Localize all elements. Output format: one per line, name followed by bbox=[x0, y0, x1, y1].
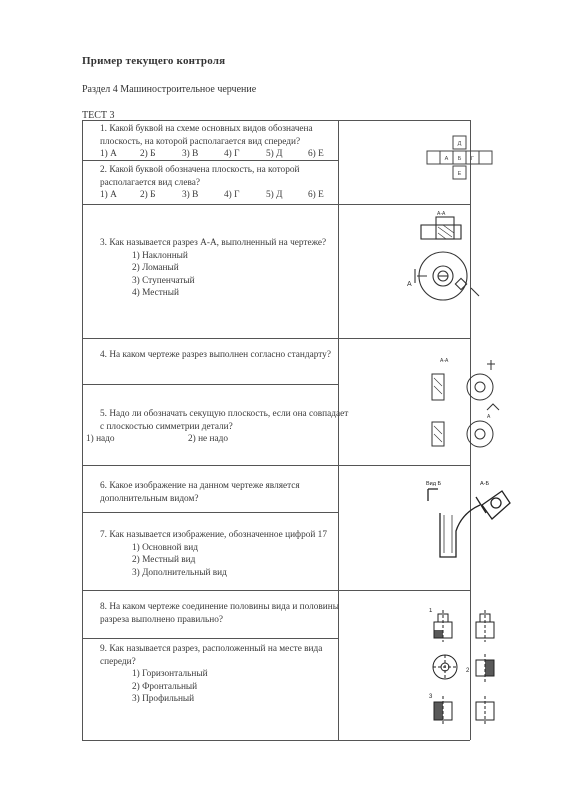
option: 5) Д bbox=[266, 149, 283, 159]
view-label: Б bbox=[457, 156, 462, 162]
cut-label: А bbox=[407, 281, 412, 288]
drawing-section bbox=[432, 422, 444, 446]
section-aa-figure bbox=[405, 206, 485, 316]
question-1 bbox=[100, 123, 336, 161]
question-number: 5. bbox=[100, 409, 107, 419]
drawing-circle bbox=[467, 421, 493, 447]
option: 2) Б bbox=[140, 190, 156, 200]
question-7 bbox=[100, 529, 350, 579]
view-cell bbox=[479, 151, 492, 164]
part-boss bbox=[436, 217, 454, 239]
half-section-figure bbox=[428, 602, 508, 730]
option: 3) Дополнительный вид bbox=[132, 567, 227, 578]
option: 4) Г bbox=[224, 149, 240, 159]
cut-label: А bbox=[487, 414, 491, 420]
view-label: Д bbox=[457, 141, 462, 147]
section-heading: Раздел 4 Машиностроительное черчение bbox=[82, 84, 257, 95]
question-4 bbox=[100, 349, 348, 362]
option: 2) Б bbox=[140, 149, 156, 159]
option: 4) Местный bbox=[132, 288, 179, 298]
options-list bbox=[100, 542, 350, 580]
section-standard-figure bbox=[425, 352, 505, 452]
options-list bbox=[100, 668, 350, 706]
option: 1) Основной вид bbox=[132, 542, 198, 553]
question-text: Какой буквой на схеме основных видов обозначена плоскость, на которой располагается вид спереди? bbox=[100, 124, 313, 147]
options-row bbox=[86, 433, 350, 446]
question-number: 8. bbox=[100, 602, 107, 612]
drawing-circle bbox=[467, 374, 493, 400]
question-2 bbox=[100, 164, 336, 202]
question-number: 4. bbox=[100, 350, 107, 360]
row-divider bbox=[82, 338, 470, 339]
question-text: Как называется разрез А-А, выполненный на чертеже? bbox=[109, 238, 327, 248]
option: 5) Д bbox=[266, 190, 283, 200]
option: 6) Е bbox=[308, 149, 324, 159]
row-divider bbox=[82, 590, 470, 591]
option: 2) не надо bbox=[188, 434, 228, 444]
view-label: А bbox=[444, 156, 449, 162]
section-label: А-Б bbox=[480, 481, 490, 487]
question-number: 9. bbox=[100, 644, 107, 654]
views-scheme-figure bbox=[426, 134, 506, 190]
drawing-hole bbox=[475, 382, 485, 392]
option: 3) Ступенчатый bbox=[132, 275, 195, 286]
option: 3) В bbox=[182, 149, 199, 159]
table-border-bottom bbox=[82, 740, 470, 741]
options-row bbox=[100, 189, 336, 202]
hatching bbox=[438, 225, 454, 239]
part-front-view bbox=[421, 225, 461, 239]
table-border-left bbox=[82, 120, 83, 740]
question-9 bbox=[100, 643, 350, 706]
row-divider bbox=[82, 638, 338, 639]
drawing-number: 1 bbox=[429, 608, 433, 614]
option: 3) Профильный bbox=[132, 694, 195, 704]
question-text: Какое изображение на данном чертеже является дополнительным видом? bbox=[100, 481, 300, 504]
elbow-part bbox=[440, 505, 480, 557]
question-number: 3. bbox=[100, 238, 107, 248]
option: 2) Местный вид bbox=[132, 555, 196, 565]
page-title: Пример текущего контроля bbox=[82, 55, 226, 67]
question-number: 7. bbox=[100, 530, 107, 540]
question-8 bbox=[100, 601, 350, 626]
question-3 bbox=[100, 237, 350, 300]
part-notch bbox=[455, 278, 466, 289]
row-divider bbox=[82, 204, 470, 205]
option: 1) А bbox=[100, 149, 117, 159]
options-row bbox=[100, 148, 336, 161]
section-label: А-А bbox=[437, 211, 446, 217]
row-divider bbox=[82, 465, 470, 466]
question-text: На каком чертеже разрез выполнен согласно стандарту? bbox=[109, 350, 331, 360]
section-label: А-А bbox=[440, 358, 449, 364]
question-number: 1. bbox=[100, 124, 107, 134]
option: 1) Горизонтальный bbox=[132, 669, 208, 679]
option: 6) Е bbox=[308, 190, 324, 200]
row-divider bbox=[82, 384, 338, 385]
question-text: На каком чертеже соединение половины вида и половины разреза выполнено правильно? bbox=[100, 602, 339, 625]
test-heading: ТЕСТ 3 bbox=[82, 110, 115, 121]
option: 3) В bbox=[182, 190, 199, 200]
question-text: Надо ли обозначать секущую плоскость, если она совпадает с плоскостью симметрии детали? bbox=[100, 409, 349, 432]
option: 2) Ломаный bbox=[132, 263, 179, 273]
question-5 bbox=[86, 408, 350, 446]
option: 1) Наклонный bbox=[132, 250, 188, 261]
question-number: 2. bbox=[100, 165, 107, 175]
option: 2) Фронтальный bbox=[132, 681, 198, 692]
table-border-top bbox=[82, 120, 470, 121]
auxiliary-view-figure bbox=[422, 475, 512, 565]
option: 1) надо bbox=[86, 434, 115, 444]
drawing-section bbox=[432, 374, 444, 400]
question-6 bbox=[100, 480, 350, 505]
question-text: Как называется изображение, обозначенное цифрой 17 bbox=[109, 530, 327, 540]
question-text: Какой буквой обозначена плоскость, на которой располагается вид слева? bbox=[100, 165, 300, 188]
options-list bbox=[100, 250, 350, 300]
flange-view bbox=[482, 491, 510, 519]
option: 4) Г bbox=[224, 190, 240, 200]
flange-hole bbox=[491, 498, 501, 508]
view-label: Вид Б bbox=[426, 481, 442, 487]
option: 1) А bbox=[100, 190, 117, 200]
view-label: Г bbox=[471, 156, 474, 162]
view-label: Е bbox=[457, 171, 462, 177]
drawing-number: 3 bbox=[429, 694, 433, 700]
drawing-hole bbox=[475, 429, 485, 439]
question-number: 6. bbox=[100, 481, 107, 491]
view-cell bbox=[427, 151, 440, 164]
row-divider bbox=[82, 512, 338, 513]
question-text: Как называется разрез, расположенный на месте вида спереди? bbox=[100, 644, 323, 667]
drawing-number: 2 bbox=[466, 668, 470, 674]
